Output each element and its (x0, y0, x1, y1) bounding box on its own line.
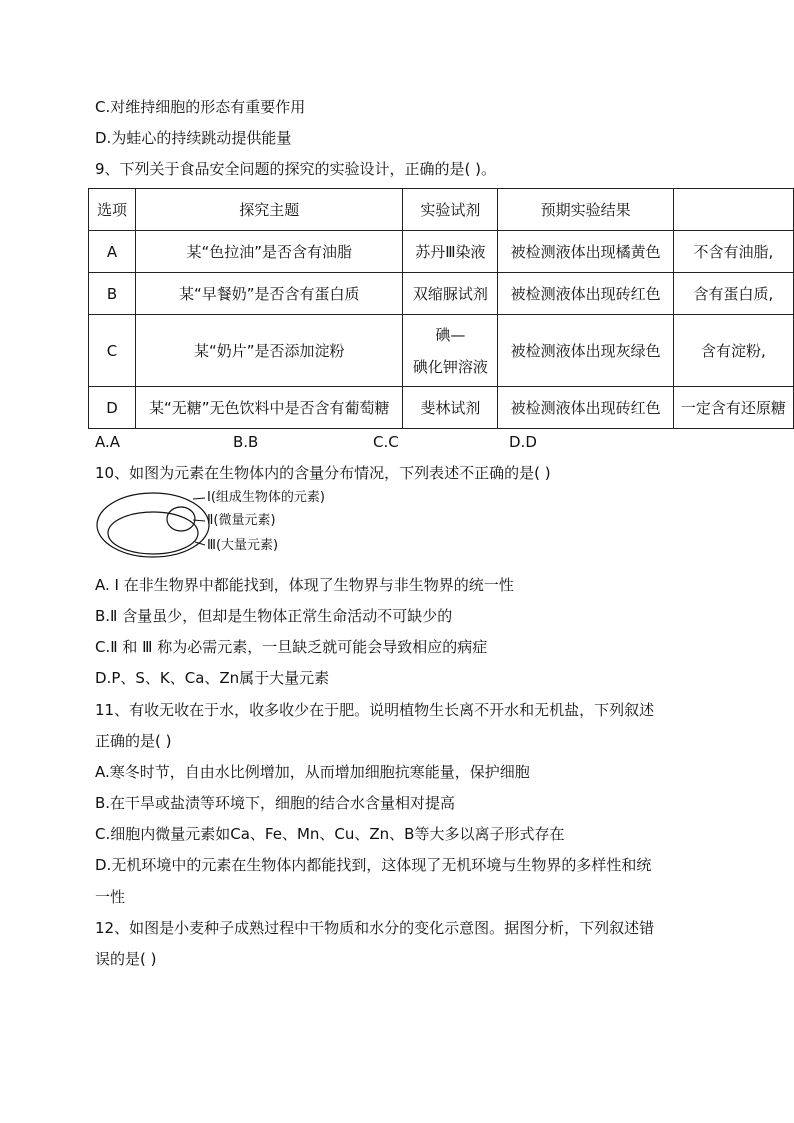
row-conclusion: 含有淀粉, (673, 315, 793, 387)
header-conclusion (673, 189, 793, 231)
answer-option-a: A.A (95, 433, 121, 451)
q9-table (88, 188, 794, 429)
row-result: 被检测液体出现灰绿色 (498, 315, 674, 387)
table-header-row (89, 189, 794, 231)
answer-option-d: D.D (509, 433, 537, 451)
q12-stem-line1: 12、如图是小麦种子成熟过程中干物质和水分的变化示意图。据图分析，下列叙述错 (95, 919, 655, 937)
row-topic: 某“无糖”无色饮料中是否含有葡萄糖 (136, 387, 403, 429)
q10-option-b: B.Ⅱ 含量虽少，但却是生物体正常生命活动不可缺少的 (95, 607, 453, 625)
diagram-label-2: Ⅱ(微量元素) (207, 513, 276, 528)
q10-option-a: A. Ⅰ 在非生物界中都能找到，体现了生物界与非生物界的统一性 (95, 576, 514, 594)
diagram-label-3: Ⅲ(大量元素) (207, 538, 279, 553)
row-result: 被检测液体出现橘黄色 (498, 231, 674, 273)
row-option: C (89, 315, 136, 387)
row-option: B (89, 273, 136, 315)
q11-option-b: B.在干旱或盐渍等环境下，细胞的结合水含量相对提高 (95, 794, 456, 812)
q11-option-d-line2: 一性 (95, 888, 126, 906)
q10-stem: 10、如图为元素在生物体内的含量分布情况，下列表述不正确的是( ) (95, 464, 551, 482)
row-conclusion: 一定含有还原糖 (673, 387, 793, 429)
table-row (89, 387, 794, 429)
leader-line-1 (193, 498, 205, 499)
table-row (89, 231, 794, 273)
answer-option-c: C.C (373, 433, 399, 451)
element-distribution-diagram (95, 487, 345, 567)
header-result: 预期实验结果 (498, 189, 674, 231)
row-reagent (403, 315, 498, 387)
row-conclusion: 含有蛋白质, (673, 273, 793, 315)
q11-option-d-line1: D.无机环境中的元素在生物体内都能找到，这体现了无机环境与生物界的多样性和统 (95, 856, 652, 874)
q9-stem: 9、下列关于食品安全问题的探究的实验设计，正确的是( )。 (95, 160, 497, 178)
q9-answer-options (95, 433, 595, 453)
table-row (89, 273, 794, 315)
header-option: 选项 (89, 189, 136, 231)
header-reagent: 实验试剂 (403, 189, 498, 231)
q11-option-a: A.寒冬时节，自由水比例增加，从而增加细胞抗寒能量，保护细胞 (95, 763, 530, 781)
q10-option-d: D.P、S、K、Ca、Zn属于大量元素 (95, 669, 330, 687)
row-reagent: 双缩脲试剂 (403, 273, 498, 315)
table-row (89, 315, 794, 387)
row-topic: 某“色拉油”是否含有油脂 (136, 231, 403, 273)
row-conclusion: 不含有油脂, (673, 231, 793, 273)
ellipse-major (108, 512, 198, 554)
q8-option-c: C.对维持细胞的形态有重要作用 (95, 98, 306, 116)
row-reagent: 斐林试剂 (403, 387, 498, 429)
q11-option-c: C.细胞内微量元素如Ca、Fe、Mn、Cu、Zn、B等大多以离子形式存在 (95, 825, 565, 843)
row-reagent-line1: 碘— (435, 325, 466, 344)
row-result: 被检测液体出现砖红色 (498, 387, 674, 429)
q8-option-d: D.为蛙心的持续跳动提供能量 (95, 129, 292, 147)
ellipse-outer (97, 493, 209, 557)
header-topic: 探究主题 (136, 189, 403, 231)
q11-stem-line2: 正确的是( ) (95, 732, 172, 750)
answer-option-b: B.B (233, 433, 259, 451)
row-reagent-line2: 碘化钾溶液 (412, 357, 488, 376)
row-topic: 某“奶片”是否添加淀粉 (136, 315, 403, 387)
row-topic: 某“早餐奶”是否含有蛋白质 (136, 273, 403, 315)
row-option: A (89, 231, 136, 273)
q11-stem-line1: 11、有收无收在于水，收多收少在于肥。说明植物生长离不开水和无机盐，下列叙述 (95, 701, 655, 719)
ellipse-trace (167, 507, 195, 531)
diagram-label-1: Ⅰ(组成生物体的元素) (207, 490, 325, 505)
q12-stem-line2: 误的是( ) (95, 950, 157, 968)
q10-option-c: C.Ⅱ 和 Ⅲ 称为必需元素，一旦缺乏就可能会导致相应的病症 (95, 638, 488, 656)
row-option: D (89, 387, 136, 429)
row-result: 被检测液体出现砖红色 (498, 273, 674, 315)
row-reagent: 苏丹Ⅲ染液 (403, 231, 498, 273)
